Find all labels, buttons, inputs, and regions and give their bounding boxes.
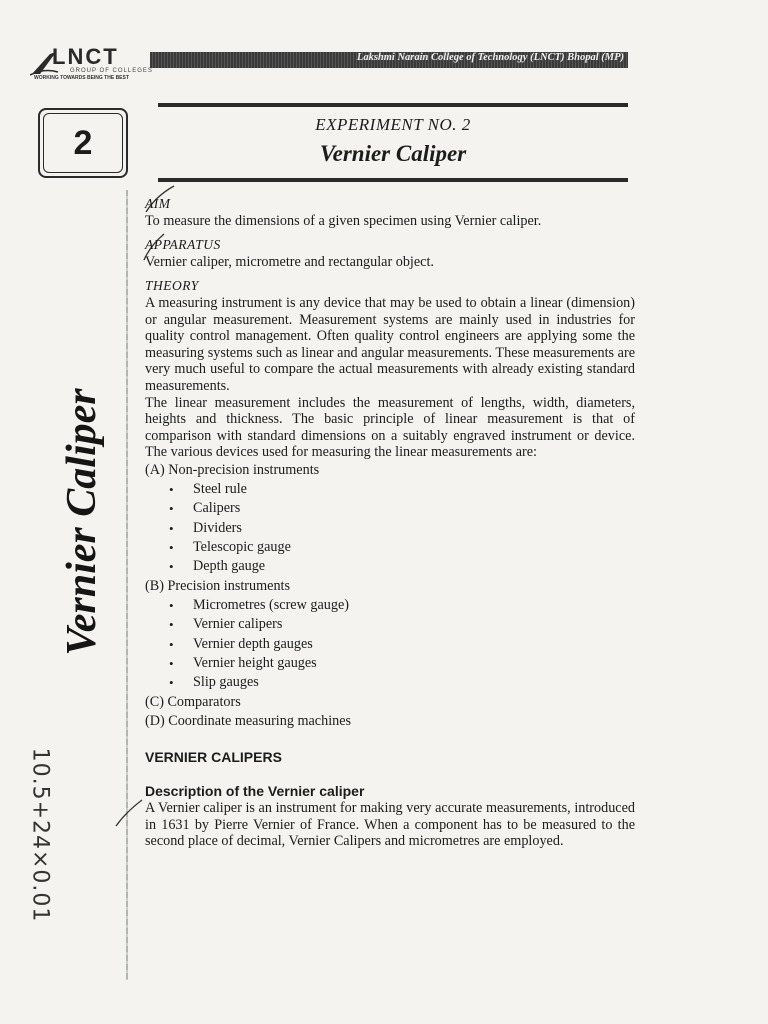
header-bar bbox=[150, 52, 628, 68]
precision-list bbox=[145, 596, 635, 693]
theory-heading: THEORY bbox=[145, 278, 199, 294]
theory-paragraph-2: The linear measurement includes the measurement of lengths, width, diameters, heights and thickness. The basic principle of linear measurement is that of comparison with standard dimensions on a suitably engraved instrument or device. The various devices used for measuring the linear measurements are: bbox=[145, 394, 635, 461]
title-rule-bottom bbox=[158, 178, 628, 182]
list-item: • Slip gauges bbox=[145, 673, 635, 692]
experiment-title: Vernier Caliper bbox=[319, 141, 467, 166]
experiment-number-box bbox=[38, 108, 128, 178]
handwritten-margin-note: 10.5+24×0.01 bbox=[27, 747, 53, 923]
aim-heading: AIM bbox=[145, 196, 171, 211]
margin-line bbox=[126, 190, 128, 980]
aim-text: To measure the dimensions of a given specimen using Vernier caliper. bbox=[145, 212, 542, 229]
group-a-label: (A) Non-precision instruments bbox=[145, 461, 320, 478]
theory-paragraph-1: A measuring instrument is any device that may be used to obtain a linear (dimension) or angular measurement. Measurement systems are mainly used in industries for quality control management. Often quality control engineers are applying some the measuring systems such as linear and angular measurements. These measurements are very much useful to compare the actual measurements with already existing standard measurements. bbox=[145, 294, 635, 394]
group-b-label: (B) Precision instruments bbox=[145, 577, 291, 594]
experiment-label: EXPERIMENT NO. 2 bbox=[315, 115, 471, 134]
group-d-label: (D) Coordinate measuring machines bbox=[145, 712, 352, 729]
college-logo bbox=[30, 44, 155, 81]
experiment-number: 2 bbox=[43, 113, 123, 173]
logo-tagline: WORKING TOWARDS BEING THE BEST bbox=[34, 75, 129, 81]
apparatus-text: Vernier caliper, micrometre and rectangular object. bbox=[145, 253, 434, 270]
logo-text: LNCT bbox=[52, 44, 119, 69]
list-item: • Vernier depth gauges bbox=[145, 635, 635, 654]
title-rule-top bbox=[158, 103, 628, 107]
list-item: • Telescopic gauge bbox=[145, 538, 635, 557]
logo-subtitle: GROUP OF COLLEGES bbox=[70, 68, 153, 74]
vernier-heading: VERNIER CALIPERS bbox=[145, 748, 282, 765]
side-title: Vernier Caliper bbox=[59, 388, 105, 656]
list-item: • Vernier height gauges bbox=[145, 654, 635, 673]
group-c-label: (C) Comparators bbox=[145, 693, 241, 710]
college-name: Lakshmi Narain College of Technology (LNCT) Bhopal (MP) bbox=[356, 52, 624, 63]
pen-tick-mark-icon bbox=[112, 798, 146, 828]
list-item: • Vernier calipers bbox=[145, 615, 635, 634]
apparatus-heading: APPARATUS bbox=[145, 237, 221, 253]
list-item: • Micrometres (screw gauge) bbox=[145, 596, 635, 615]
list-item: • Calipers bbox=[145, 499, 635, 518]
list-item: • Steel rule bbox=[145, 480, 635, 499]
list-item: • Depth gauge bbox=[145, 557, 635, 576]
main-content bbox=[145, 196, 635, 850]
list-item: • Dividers bbox=[145, 519, 635, 538]
vernier-description-heading: Description of the Vernier caliper bbox=[145, 783, 365, 800]
vernier-description-text: A Vernier caliper is an instrument for making very accurate measurements, introduced in 1631 by Pierre Vernier of France. When a component has to be measured to the second place of decimal, Vernier Calipers and micrometres are employed. bbox=[145, 800, 635, 850]
non-precision-list bbox=[145, 480, 635, 577]
